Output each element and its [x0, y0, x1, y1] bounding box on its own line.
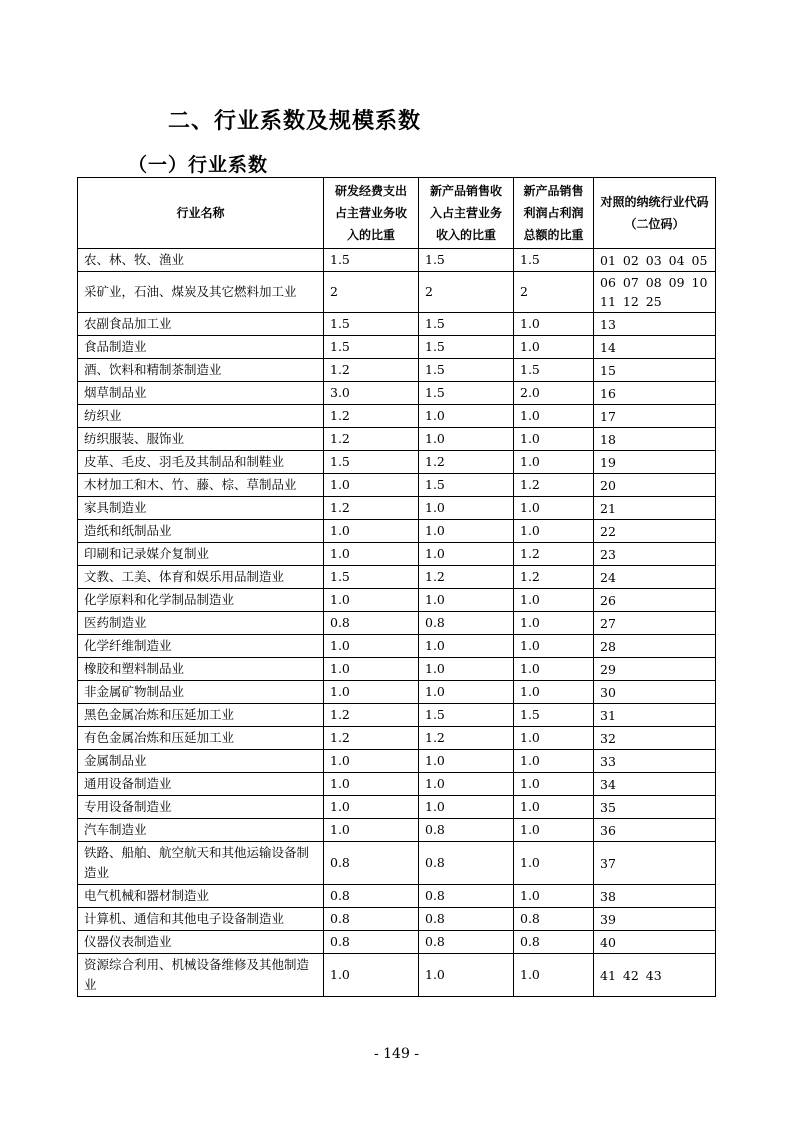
table-row — [78, 704, 716, 727]
industry-name-cell: 非金属矿物制品业 — [78, 681, 324, 704]
rd-ratio-cell: 0.8 — [324, 908, 419, 931]
rd-ratio-cell: 0.8 — [324, 931, 419, 954]
industry-code-cell: 18 — [594, 428, 716, 451]
industry-name-cell: 食品制造业 — [78, 336, 324, 359]
table-row — [78, 520, 716, 543]
industry-name-cell: 采矿业，石油、煤炭及其它燃料加工业 — [78, 272, 324, 313]
rd-ratio-cell: 1.0 — [324, 635, 419, 658]
industry-name-cell: 铁路、船舶、航空航天和其他运输设备制造业 — [78, 842, 324, 885]
revenue-ratio-cell: 1.5 — [419, 313, 514, 336]
rd-ratio-cell: 0.8 — [324, 842, 419, 885]
industry-code-cell: 38 — [594, 885, 716, 908]
table-row — [78, 474, 716, 497]
table-row — [78, 566, 716, 589]
revenue-ratio-cell: 1.0 — [419, 773, 514, 796]
rd-ratio-cell: 1.0 — [324, 819, 419, 842]
rd-ratio-cell: 1.0 — [324, 658, 419, 681]
industry-code-cell: 21 — [594, 497, 716, 520]
industry-code-cell: 39 — [594, 908, 716, 931]
revenue-ratio-cell: 1.2 — [419, 727, 514, 750]
profit-ratio-cell: 0.8 — [514, 931, 594, 954]
table-row — [78, 750, 716, 773]
industry-code-cell: 41 42 43 — [594, 954, 716, 997]
industry-name-cell: 纺织业 — [78, 405, 324, 428]
revenue-ratio-cell: 1.2 — [419, 566, 514, 589]
industry-code-cell: 22 — [594, 520, 716, 543]
rd-ratio-cell: 1.0 — [324, 589, 419, 612]
rd-ratio-cell: 1.5 — [324, 313, 419, 336]
industry-name-cell: 黑色金属冶炼和压延加工业 — [78, 704, 324, 727]
table-row — [78, 382, 716, 405]
profit-ratio-cell: 1.2 — [514, 566, 594, 589]
revenue-ratio-cell: 0.8 — [419, 908, 514, 931]
profit-ratio-cell: 1.0 — [514, 842, 594, 885]
profit-ratio-cell: 1.5 — [514, 359, 594, 382]
industry-name-cell: 汽车制造业 — [78, 819, 324, 842]
revenue-ratio-cell: 1.5 — [419, 474, 514, 497]
revenue-ratio-cell: 1.0 — [419, 543, 514, 566]
rd-ratio-cell: 1.2 — [324, 428, 419, 451]
profit-ratio-cell: 1.2 — [514, 543, 594, 566]
table-row — [78, 954, 716, 997]
table-row — [78, 336, 716, 359]
industry-code-cell: 06 07 08 09 10 11 12 25 — [594, 272, 716, 313]
table-row — [78, 931, 716, 954]
profit-ratio-cell: 1.0 — [514, 520, 594, 543]
rd-ratio-cell: 1.0 — [324, 543, 419, 566]
profit-ratio-cell: 1.0 — [514, 885, 594, 908]
industry-name-cell: 印刷和记录媒介复制业 — [78, 543, 324, 566]
industry-name-cell: 资源综合利用、机械设备维修及其他制造业 — [78, 954, 324, 997]
industry-name-cell: 化学原料和化学制品制造业 — [78, 589, 324, 612]
table-row — [78, 405, 716, 428]
profit-ratio-cell: 1.0 — [514, 336, 594, 359]
revenue-ratio-cell: 1.0 — [419, 954, 514, 997]
table-row — [78, 773, 716, 796]
revenue-ratio-cell: 1.0 — [419, 658, 514, 681]
rd-ratio-cell: 0.8 — [324, 612, 419, 635]
industry-code-cell: 31 — [594, 704, 716, 727]
profit-ratio-cell: 1.2 — [514, 474, 594, 497]
page-number: - 149 - — [373, 1046, 420, 1062]
profit-ratio-cell: 1.0 — [514, 451, 594, 474]
profit-ratio-cell: 1.0 — [514, 589, 594, 612]
rd-ratio-cell: 1.0 — [324, 954, 419, 997]
profit-ratio-cell: 1.0 — [514, 819, 594, 842]
table-row — [78, 635, 716, 658]
revenue-ratio-cell: 1.0 — [419, 497, 514, 520]
rd-ratio-cell: 1.2 — [324, 359, 419, 382]
table-row — [78, 451, 716, 474]
table-row — [78, 681, 716, 704]
rd-ratio-cell: 1.0 — [324, 681, 419, 704]
rd-ratio-cell: 0.8 — [324, 885, 419, 908]
table-row — [78, 497, 716, 520]
industry-code-cell: 29 — [594, 658, 716, 681]
industry-name-cell: 仪器仪表制造业 — [78, 931, 324, 954]
revenue-ratio-cell: 0.8 — [419, 842, 514, 885]
revenue-ratio-cell: 1.5 — [419, 336, 514, 359]
table-row — [78, 589, 716, 612]
table-header-row — [78, 178, 716, 249]
industry-code-cell: 14 — [594, 336, 716, 359]
table-row — [78, 313, 716, 336]
rd-ratio-cell: 1.2 — [324, 727, 419, 750]
table-body — [78, 249, 716, 997]
rd-ratio-cell: 2 — [324, 272, 419, 313]
table-row — [78, 359, 716, 382]
industry-name-cell: 农、林、牧、渔业 — [78, 249, 324, 272]
profit-ratio-cell: 1.5 — [514, 704, 594, 727]
header-rd-ratio: 研发经费支出占主营业务收入的比重 — [324, 178, 419, 249]
industry-code-cell: 36 — [594, 819, 716, 842]
rd-ratio-cell: 1.5 — [324, 566, 419, 589]
profit-ratio-cell: 1.0 — [514, 313, 594, 336]
revenue-ratio-cell: 1.0 — [419, 750, 514, 773]
industry-name-cell: 化学纤维制造业 — [78, 635, 324, 658]
rd-ratio-cell: 1.0 — [324, 796, 419, 819]
profit-ratio-cell: 1.0 — [514, 773, 594, 796]
profit-ratio-cell: 1.5 — [514, 249, 594, 272]
industry-code-cell: 35 — [594, 796, 716, 819]
revenue-ratio-cell: 1.0 — [419, 796, 514, 819]
industry-name-cell: 文教、工美、体育和娱乐用品制造业 — [78, 566, 324, 589]
revenue-ratio-cell: 1.0 — [419, 635, 514, 658]
industry-code-cell: 28 — [594, 635, 716, 658]
table-row — [78, 727, 716, 750]
industry-name-cell: 计算机、通信和其他电子设备制造业 — [78, 908, 324, 931]
profit-ratio-cell: 1.0 — [514, 658, 594, 681]
table-row — [78, 543, 716, 566]
industry-name-cell: 专用设备制造业 — [78, 796, 324, 819]
revenue-ratio-cell: 0.8 — [419, 612, 514, 635]
rd-ratio-cell: 1.2 — [324, 405, 419, 428]
industry-code-cell: 01 02 03 04 05 — [594, 249, 716, 272]
header-new-product-revenue-ratio: 新产品销售收入占主营业务收入的比重 — [419, 178, 514, 249]
header-new-product-profit-ratio: 新产品销售利润占利润总额的比重 — [514, 178, 594, 249]
industry-code-cell: 37 — [594, 842, 716, 885]
profit-ratio-cell: 1.0 — [514, 428, 594, 451]
rd-ratio-cell: 1.5 — [324, 249, 419, 272]
table-row — [78, 908, 716, 931]
header-industry-name: 行业名称 — [78, 178, 324, 249]
table-row — [78, 249, 716, 272]
revenue-ratio-cell: 1.0 — [419, 681, 514, 704]
industry-name-cell: 金属制品业 — [78, 750, 324, 773]
revenue-ratio-cell: 1.5 — [419, 249, 514, 272]
revenue-ratio-cell: 0.8 — [419, 819, 514, 842]
table-row — [78, 842, 716, 885]
industry-name-cell: 纺织服装、服饰业 — [78, 428, 324, 451]
table-row — [78, 272, 716, 313]
rd-ratio-cell: 1.0 — [324, 520, 419, 543]
table-row — [78, 612, 716, 635]
industry-code-cell: 23 — [594, 543, 716, 566]
table-row — [78, 796, 716, 819]
profit-ratio-cell: 0.8 — [514, 908, 594, 931]
rd-ratio-cell: 1.0 — [324, 750, 419, 773]
rd-ratio-cell: 1.0 — [324, 474, 419, 497]
industry-code-cell: 20 — [594, 474, 716, 497]
subsection-title: （一）行业系数 — [128, 154, 269, 176]
revenue-ratio-cell: 0.8 — [419, 931, 514, 954]
industry-name-cell: 橡胶和塑料制品业 — [78, 658, 324, 681]
industry-code-cell: 33 — [594, 750, 716, 773]
industry-name-cell: 烟草制品业 — [78, 382, 324, 405]
table-row — [78, 428, 716, 451]
industry-name-cell: 酒、饮料和精制茶制造业 — [78, 359, 324, 382]
industry-code-cell: 15 — [594, 359, 716, 382]
industry-name-cell: 有色金属冶炼和压延加工业 — [78, 727, 324, 750]
revenue-ratio-cell: 1.0 — [419, 428, 514, 451]
industry-code-cell: 32 — [594, 727, 716, 750]
industry-code-cell: 13 — [594, 313, 716, 336]
rd-ratio-cell: 1.2 — [324, 704, 419, 727]
industry-code-cell: 30 — [594, 681, 716, 704]
profit-ratio-cell: 1.0 — [514, 635, 594, 658]
revenue-ratio-cell: 1.0 — [419, 405, 514, 428]
rd-ratio-cell: 1.0 — [324, 773, 419, 796]
revenue-ratio-cell: 1.2 — [419, 451, 514, 474]
industry-name-cell: 皮革、毛皮、羽毛及其制品和制鞋业 — [78, 451, 324, 474]
profit-ratio-cell: 1.0 — [514, 497, 594, 520]
rd-ratio-cell: 1.5 — [324, 451, 419, 474]
profit-ratio-cell: 1.0 — [514, 954, 594, 997]
header-industry-code: 对照的纳统行业代码（二位码） — [594, 178, 716, 249]
industry-code-cell: 26 — [594, 589, 716, 612]
profit-ratio-cell: 1.0 — [514, 681, 594, 704]
profit-ratio-cell: 1.0 — [514, 727, 594, 750]
industry-name-cell: 造纸和纸制品业 — [78, 520, 324, 543]
section-title: 二、行业系数及规模系数 — [168, 109, 422, 134]
table-row — [78, 658, 716, 681]
rd-ratio-cell: 3.0 — [324, 382, 419, 405]
industry-name-cell: 家具制造业 — [78, 497, 324, 520]
rd-ratio-cell: 1.2 — [324, 497, 419, 520]
table-row — [78, 819, 716, 842]
profit-ratio-cell: 2.0 — [514, 382, 594, 405]
industry-code-cell: 16 — [594, 382, 716, 405]
revenue-ratio-cell: 0.8 — [419, 885, 514, 908]
industry-coefficient-table — [77, 177, 716, 997]
industry-code-cell: 19 — [594, 451, 716, 474]
industry-name-cell: 农副食品加工业 — [78, 313, 324, 336]
rd-ratio-cell: 1.5 — [324, 336, 419, 359]
industry-code-cell: 24 — [594, 566, 716, 589]
revenue-ratio-cell: 2 — [419, 272, 514, 313]
industry-code-cell: 17 — [594, 405, 716, 428]
table-row — [78, 885, 716, 908]
revenue-ratio-cell: 1.5 — [419, 359, 514, 382]
industry-name-cell: 通用设备制造业 — [78, 773, 324, 796]
industry-name-cell: 电气机械和器材制造业 — [78, 885, 324, 908]
revenue-ratio-cell: 1.0 — [419, 589, 514, 612]
profit-ratio-cell: 1.0 — [514, 750, 594, 773]
industry-code-cell: 40 — [594, 931, 716, 954]
profit-ratio-cell: 2 — [514, 272, 594, 313]
profit-ratio-cell: 1.0 — [514, 405, 594, 428]
revenue-ratio-cell: 1.5 — [419, 704, 514, 727]
revenue-ratio-cell: 1.0 — [419, 520, 514, 543]
industry-name-cell: 医药制造业 — [78, 612, 324, 635]
industry-code-cell: 27 — [594, 612, 716, 635]
revenue-ratio-cell: 1.5 — [419, 382, 514, 405]
profit-ratio-cell: 1.0 — [514, 612, 594, 635]
industry-name-cell: 木材加工和木、竹、藤、棕、草制品业 — [78, 474, 324, 497]
industry-code-cell: 34 — [594, 773, 716, 796]
profit-ratio-cell: 1.0 — [514, 796, 594, 819]
